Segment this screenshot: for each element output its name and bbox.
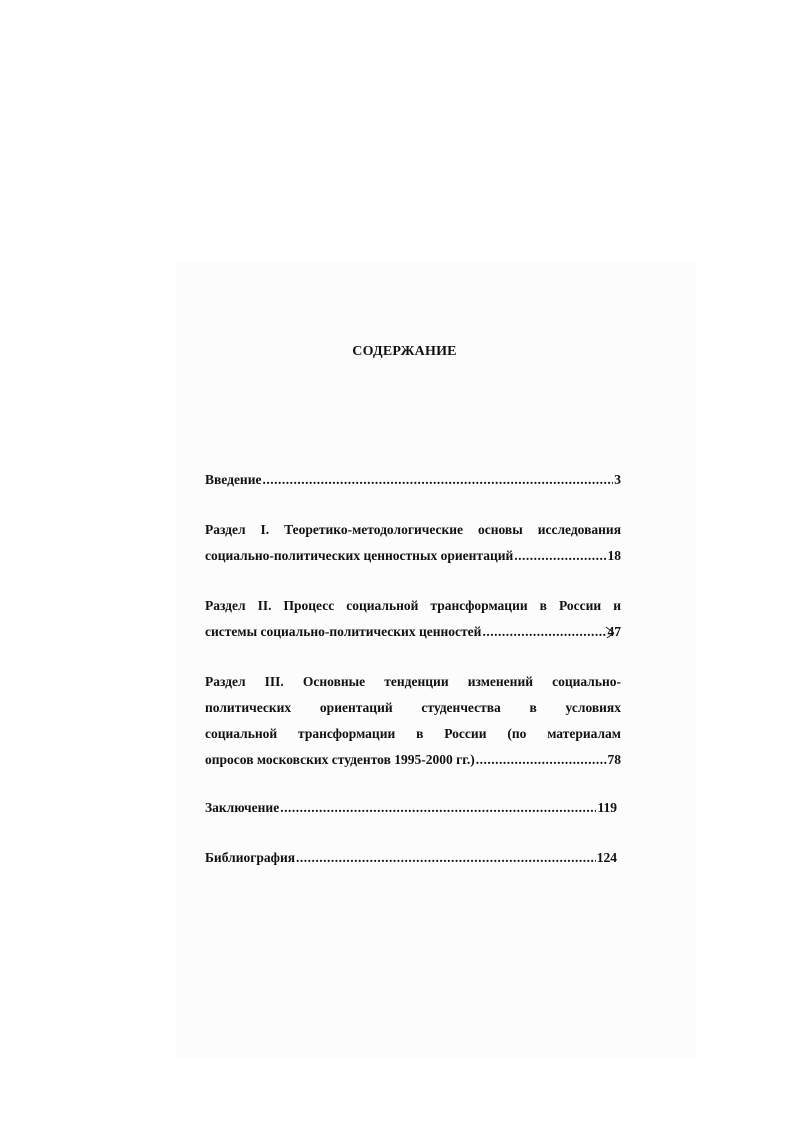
- toc-line: Раздел III. Основные тенденции изменений социально-: [205, 674, 621, 689]
- handwritten-correction-mark: [605, 625, 617, 639]
- toc-page-number: 47: [608, 619, 622, 645]
- toc-entry-title: Заключение: [205, 800, 280, 815]
- dot-leader: [280, 795, 596, 821]
- toc-line: [205, 467, 621, 493]
- toc-line: [205, 845, 617, 871]
- scanned-page-area: [176, 262, 696, 1058]
- toc-entry-section-1: [205, 517, 621, 569]
- toc-entry-bibliography: [205, 845, 617, 871]
- toc-line: [205, 619, 621, 645]
- toc-line: политических ориентаций студенчества в условиях: [205, 700, 621, 715]
- toc-entry-conclusion: [205, 795, 617, 821]
- dot-leader: [482, 619, 606, 645]
- toc-line: Раздел I. Теоретико-методологические основы исследования: [205, 522, 621, 537]
- toc-line: [205, 543, 621, 569]
- toc-entry-title: социально-политических ценностных ориентаций: [205, 548, 514, 563]
- document-title: СОДЕРЖАНИЕ: [352, 344, 457, 359]
- toc-entry-title: Введение: [205, 472, 262, 487]
- dot-leader: [514, 543, 606, 569]
- toc-entry-section-3: [205, 669, 621, 773]
- toc-line: Раздел II. Процесс социальной трансформации в России и: [205, 598, 621, 613]
- toc-page-number: 18: [607, 548, 621, 563]
- dot-leader: [476, 747, 607, 773]
- toc-page-number: 124: [596, 850, 617, 865]
- toc-entry-title: системы социально-политических ценностей: [205, 624, 482, 639]
- toc-line: социальной трансформации в России (по материалам: [205, 726, 621, 741]
- toc-page-number: 119: [597, 800, 617, 815]
- dot-leader: [262, 467, 613, 493]
- toc-page-number: 78: [607, 752, 621, 767]
- toc-line: [205, 795, 617, 821]
- toc-entry-introduction: [205, 467, 621, 493]
- dot-leader: [296, 845, 596, 871]
- toc-line: [205, 747, 621, 773]
- toc-entry-title: опросов московских студентов 1995-2000 гг.): [205, 752, 475, 767]
- toc-entry-section-2: [205, 593, 621, 645]
- toc-page-number: 3: [614, 472, 621, 487]
- toc-entry-title: Библиография: [205, 850, 296, 865]
